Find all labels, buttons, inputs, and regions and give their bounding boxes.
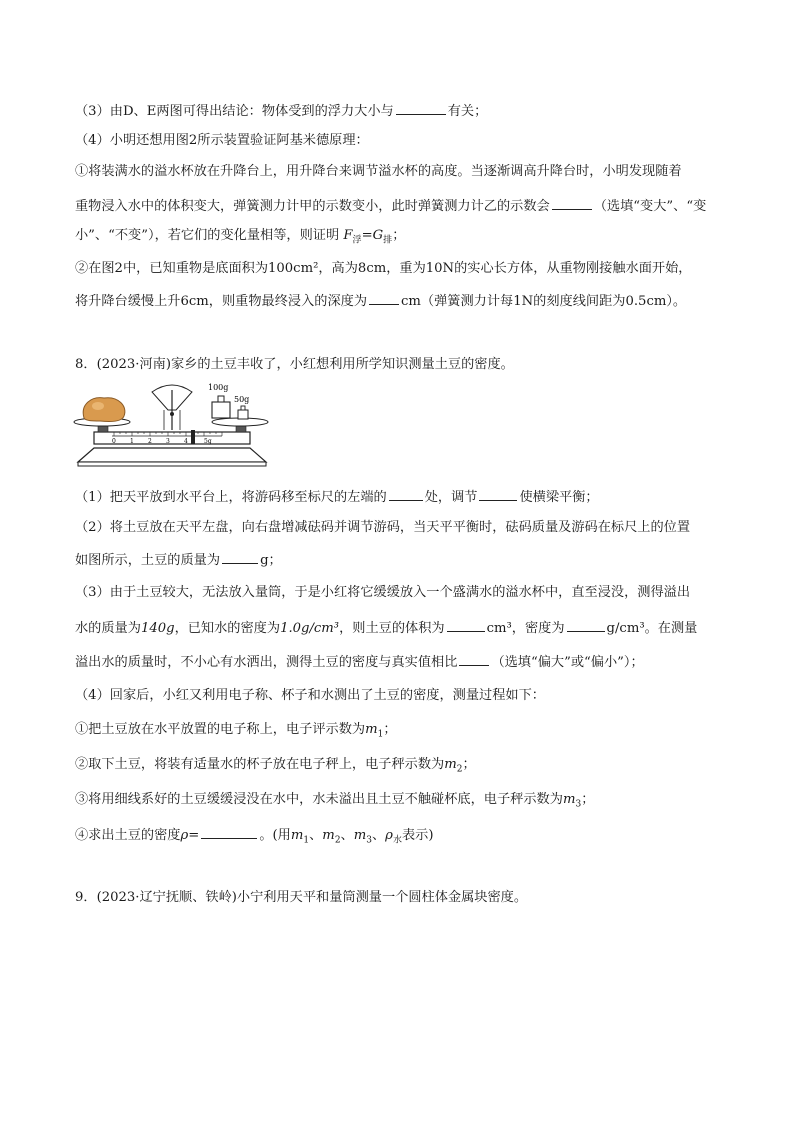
answer-blank[interactable]: [447, 618, 485, 632]
balance-base: [78, 448, 266, 462]
formula-G: G: [372, 228, 384, 243]
answer-blank[interactable]: [459, 652, 489, 666]
answer-blank[interactable]: [552, 196, 592, 210]
q8-line-3: 如图所示，土豆的质量为 g；: [75, 550, 282, 570]
scale-label-3: 3: [166, 438, 170, 445]
balance-rider: [191, 430, 195, 444]
q9-title: 9．(2023·辽宁抚顺、铁岭)小宁利用天平和量筒测量一个圆柱体金属块密度。: [75, 890, 528, 905]
q7-line-5: ①将装满水的溢水杯放在升降台上，用升降台来调节溢水杯的高度。当逐渐调高升降台时，小明发现随着: [75, 164, 682, 179]
q8-line-4: （3）由于土豆较大，无法放入量筒，于是小红将它缓缓放入一个盛满水的溢水杯中，直至浸没，测得溢出: [75, 585, 691, 600]
answer-blank[interactable]: [389, 487, 423, 501]
q7-line-7: 小”、“不变”），若它们的变化量相等，则证明 $F_浮=G_排$；: [75, 228, 406, 246]
scale-label-0: 0: [112, 438, 116, 445]
answer-blank[interactable]: [369, 291, 399, 305]
q8-step-4: ④求出土豆的密度ρ= 。(用$m_1$、$m_2$、$m_3$、$\rho_水$表示): [75, 825, 433, 850]
q8-line-1: （1）把天平放到水平台上，将游码移至标尺的左端的 处，调节 使横梁平衡；: [75, 487, 599, 507]
answer-blank[interactable]: [567, 618, 605, 632]
answer-blank[interactable]: [396, 101, 446, 115]
answer-blank[interactable]: [222, 550, 258, 564]
weight-100g: [212, 402, 230, 418]
answer-blank[interactable]: [479, 487, 517, 501]
q7-line-3: （3）由D、E两图可得出结论：物体受到的浮力大小与 有关；: [75, 101, 487, 121]
answer-blank[interactable]: [201, 825, 257, 839]
q8-line-7: （4）回家后，小红又利用电子称、杯子和水测出了土豆的密度，测量过程如下：: [75, 688, 545, 703]
q8-step-3: ③将用细线系好的土豆缓缓浸没在水中，水未溢出且土豆不触碰杯底，电子秤示数为$m_3$；: [75, 792, 595, 810]
weight-50g-label: 50g: [234, 395, 250, 404]
scale-label-2: 2: [148, 438, 152, 445]
balance-beam: [94, 432, 250, 444]
balance-figure: [72, 380, 272, 472]
scale-label-5: 5g: [204, 438, 212, 445]
q7-line-8: ②在图2中，已知重物是底面积为100cm²，高为8cm，重为10N的实心长方体，从重物刚接触水面开始，: [75, 261, 692, 276]
scale-label-1: 1: [130, 438, 134, 445]
weight-50g: [238, 410, 248, 419]
q7-line-6: 重物浸入水中的体积变大，弹簧测力计甲的示数变小，此时弹簧测力计乙的示数会 （选填“变大”、“变: [75, 196, 706, 216]
scale-label-4: 4: [184, 438, 188, 445]
q8-line-6: 溢出水的质量时，不小心有水洒出，测得土豆的密度与真实值相比 （选填“偏大”或“偏小”）；: [75, 652, 644, 672]
q8-line-2: （2）将土豆放在天平左盘，向右盘增减砝码并调节游码，当天平平衡时，砝码质量及游码在标尺上的位置: [75, 520, 691, 535]
q7-line-9: 将升降台缓慢上升6cm，则重物最终浸入的深度为 cm（弹簧测力计每1N的刻度线间距为0.5cm）。: [75, 291, 686, 311]
q8-line-5: 水的质量为140g，已知水的密度为1.0g/cm³，则土豆的体积为 cm³，密度为 g/cm³。在测量: [75, 618, 697, 638]
q7-line-4: （4）小明还想用图2所示装置验证阿基米德原理：: [75, 133, 369, 148]
q8-step-2: ②取下土豆，将装有适量水的杯子放在电子秤上，电子秤示数为$m_2$；: [75, 757, 476, 775]
balance-base-bottom: [78, 462, 266, 466]
formula-F: F: [343, 228, 353, 243]
q8-step-1: ①把土豆放在水平放置的电子称上，电子评示数为$m_1$；: [75, 722, 397, 740]
potato: [83, 398, 125, 422]
q8-title: 8．(2023·河南)家乡的土豆丰收了，小红想利用所学知识测量土豆的密度。: [75, 357, 514, 372]
weight-100g-label: 100g: [208, 383, 229, 392]
